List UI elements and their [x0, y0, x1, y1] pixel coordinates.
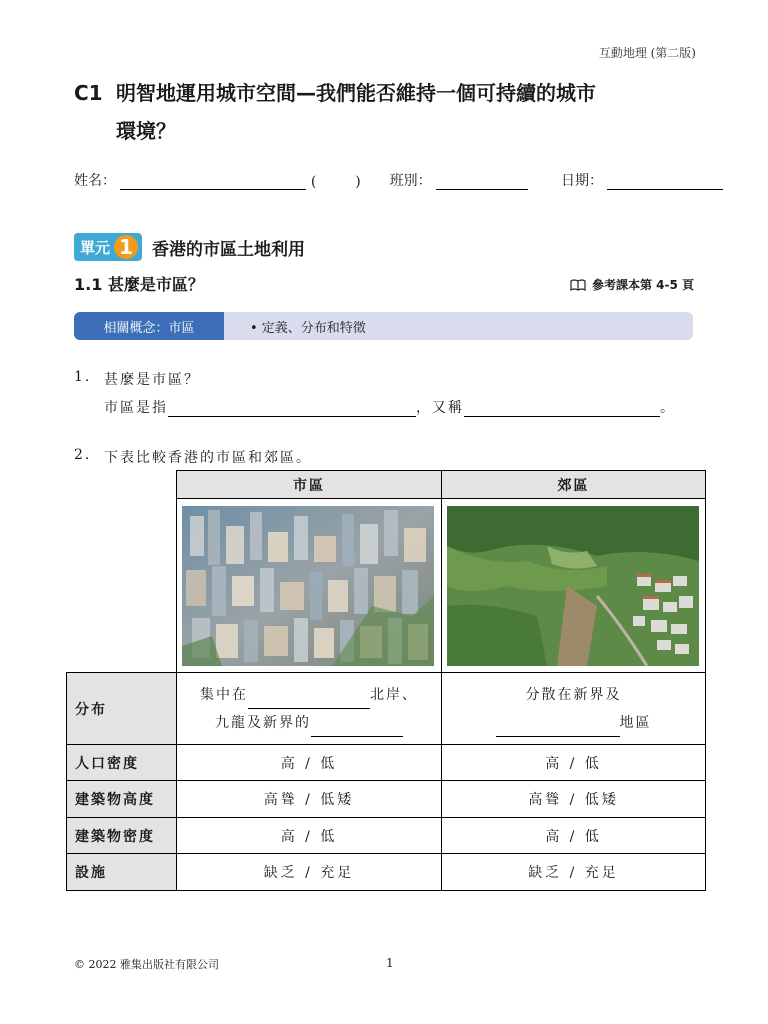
rural-height-choice[interactable]: 高聳 / 低矮: [442, 781, 706, 818]
q1-line-end: 。: [660, 400, 676, 416]
name-field[interactable]: [120, 173, 306, 190]
urban-height-choice[interactable]: 高聳 / 低矮: [177, 781, 442, 818]
question-2-number: 2.: [74, 447, 92, 463]
class-label: 班別：: [389, 173, 432, 189]
q1-blank-alias[interactable]: [464, 401, 660, 417]
urban-facilities-choice[interactable]: 缺乏 / 充足: [177, 854, 442, 891]
date-label: 日期：: [561, 173, 604, 189]
unit-badge: [74, 233, 142, 261]
question-2-text: 下表比較香港的市區和郊區。: [104, 450, 312, 466]
rural-photo-cell: [442, 499, 706, 673]
textbook-reference: [570, 276, 694, 293]
student-info-row: [74, 170, 723, 190]
unit-number: 1: [112, 233, 140, 261]
unit-badge-label: 單元: [74, 233, 116, 261]
urban-blank-2[interactable]: [311, 721, 403, 737]
comparison-table: [66, 470, 706, 891]
title-line-2: 環境？: [116, 119, 176, 143]
header-urban: 市區: [177, 471, 442, 499]
section-title: 1.1 甚麼是市區？: [74, 275, 204, 294]
book-title: 互動地理 (第二版): [598, 46, 696, 60]
concept-label: 相關概念：市區: [74, 312, 224, 340]
header-rural: 郊區: [442, 471, 706, 499]
urban-density-choice[interactable]: 高 / 低: [177, 745, 442, 781]
rural-facilities-choice[interactable]: 缺乏 / 充足: [442, 854, 706, 891]
q1-line-a: 市區是指: [104, 400, 168, 416]
question-1-text: 甚麼是市區？: [104, 372, 200, 388]
row-label-density: 人口密度: [67, 745, 177, 781]
rural-building-density-choice[interactable]: 高 / 低: [442, 818, 706, 854]
question-2: [74, 447, 694, 467]
page-number: 1: [386, 956, 394, 970]
row-label-distribution: 分布: [67, 673, 177, 745]
q1-line-mid: ，又稱: [416, 400, 464, 416]
open-book-icon: [570, 279, 586, 291]
reference-text: 參考課本第 4-5 頁: [591, 278, 694, 292]
copyright: © 2022 雅集出版社有限公司: [74, 958, 219, 971]
class-field[interactable]: [436, 173, 528, 190]
rural-blank-1[interactable]: [496, 721, 620, 737]
unit-title: 香港的市區土地利用: [152, 239, 306, 260]
row-label-building-density: 建築物密度: [67, 818, 177, 854]
name-label: 姓名：: [74, 173, 116, 189]
rural-density-choice[interactable]: 高 / 低: [442, 745, 706, 781]
urban-photo-cell: [177, 499, 442, 673]
question-1: [74, 369, 694, 419]
urban-dist-a: 集中在: [200, 686, 248, 703]
unit-heading: [74, 233, 305, 261]
rural-aerial-photo: [447, 506, 699, 666]
bracket-open: (: [310, 174, 317, 190]
question-1-number: 1.: [74, 369, 92, 385]
concept-items: • 定義、分布和特徵: [250, 320, 366, 336]
chapter-code: C1: [74, 81, 103, 105]
urban-building-density-choice[interactable]: 高 / 低: [177, 818, 442, 854]
rural-dist-a: 分散在新界及: [525, 686, 622, 703]
urban-dist-b: 北岸、: [370, 686, 418, 703]
title-line-1: 明智地運用城市空間—我們能否維持一個可持續的城市: [116, 81, 596, 105]
row-label-height: 建築物高度: [67, 781, 177, 818]
urban-blank-1[interactable]: [248, 693, 370, 709]
urban-aerial-photo: [182, 506, 434, 666]
rural-distribution-cell: [442, 673, 706, 745]
urban-dist-c: 九龍及新界的: [215, 714, 311, 731]
urban-distribution-cell: [177, 673, 442, 745]
page-title: [74, 74, 714, 150]
date-field[interactable]: [607, 173, 723, 190]
related-concept-bar: [74, 312, 693, 340]
q1-blank-definition[interactable]: [168, 401, 416, 417]
bracket-close: ): [355, 174, 361, 190]
rural-dist-b: 地區: [619, 714, 652, 731]
row-label-facilities: 設施: [67, 854, 177, 891]
